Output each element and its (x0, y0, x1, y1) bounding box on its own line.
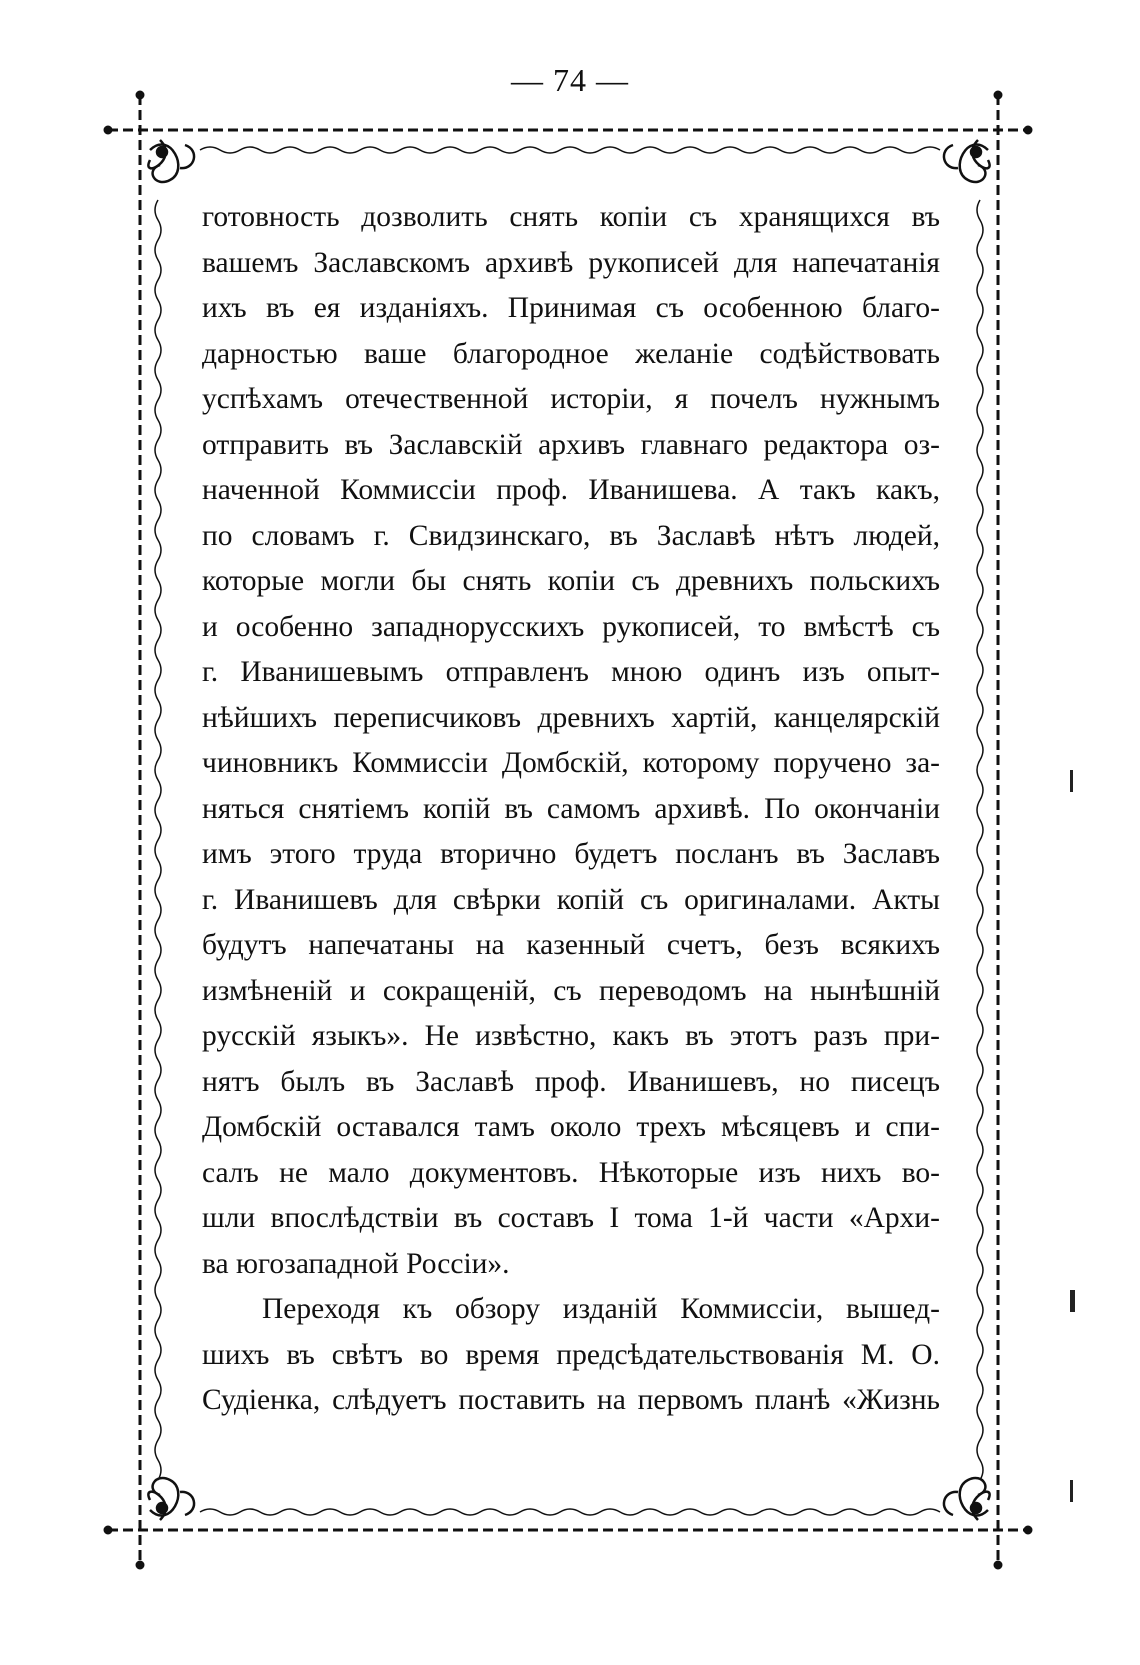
text-line: чиновникъ Коммиссіи Домбскій, которому поручено за- (202, 747, 940, 779)
scan-mark (1070, 1290, 1075, 1312)
text-line: г. Иванишевымъ отправленъ мною одинъ изъ опыт- (202, 656, 940, 688)
text-line: готовность дозволить снять копіи съ хранящихся въ (202, 201, 940, 233)
text-line: нѣйшихъ переписчиковъ древнихъ хартій, канцелярскій (202, 701, 940, 734)
scan-mark (1070, 770, 1073, 792)
text-line: будутъ напечатаны на казенный счетъ, безъ всякихъ (202, 929, 940, 961)
text-line: ва югозападной Россіи». (202, 1247, 510, 1280)
text-line: имъ этого труда вторично будетъ посланъ въ Заславъ (202, 838, 940, 870)
text-line: по словамъ г. Свидзинскаго, въ Заславѣ нѣтъ людей, (202, 519, 940, 552)
text-line: шли впослѣдствіи въ составъ I тома 1-й части «Архи- (202, 1202, 940, 1234)
text-line: наченной Коммиссіи проф. Иванишева. А такъ какъ, (202, 474, 940, 506)
text-line: Домбскій оставался тамъ около трехъ мѣсяцевъ и спи- (202, 1111, 940, 1143)
text-line: ихъ въ ея изданіяхъ. Принимая съ особенною благо- (202, 292, 940, 324)
text-line: отправить въ Заславскій архивъ главнаго редактора оз- (202, 428, 940, 461)
text-line: русскій языкъ». Не извѣстно, какъ въ этотъ разъ при- (202, 1020, 940, 1052)
text-line: г. Иванишевъ для свѣрки копій съ оригиналами. Акты (202, 883, 940, 916)
text-line: дарностью ваше благородное желаніе содѣйствовать (202, 337, 940, 370)
text-line: Судіенка, слѣдуетъ поставить на первомъ планѣ «Жизнь (202, 1384, 940, 1416)
text-line: вашемъ Заславскомъ архивѣ рукописей для напечатанія (202, 246, 940, 279)
text-line: нятъ былъ въ Заславѣ проф. Иванишевъ, но писецъ (202, 1065, 940, 1098)
text-line: шихъ въ свѣтъ во время предсѣдательствованія М. О. (202, 1338, 940, 1371)
scan-mark (1070, 1480, 1073, 1502)
text-line: которые могли бы снять копіи съ древнихъ польскихъ (202, 565, 940, 597)
text-line: салъ не мало документовъ. Нѣкоторые изъ нихъ во- (202, 1156, 940, 1189)
text-line: Переходя къ обзору изданій Коммиссіи, вышед- (262, 1293, 940, 1325)
text-line: измѣненій и сокращеній, съ переводомъ на нынѣшній (202, 974, 940, 1007)
text-line: успѣхамъ отечественной исторіи, я почелъ нужнымъ (202, 383, 940, 415)
text-line: и особенно западнорусскихъ рукописей, то вмѣстѣ съ (202, 610, 940, 643)
body-text (202, 195, 940, 1424)
page-number: — 74 — (511, 62, 629, 98)
text-line: няться снятіемъ копій въ самомъ архивѣ. По окончаніи (202, 792, 940, 825)
